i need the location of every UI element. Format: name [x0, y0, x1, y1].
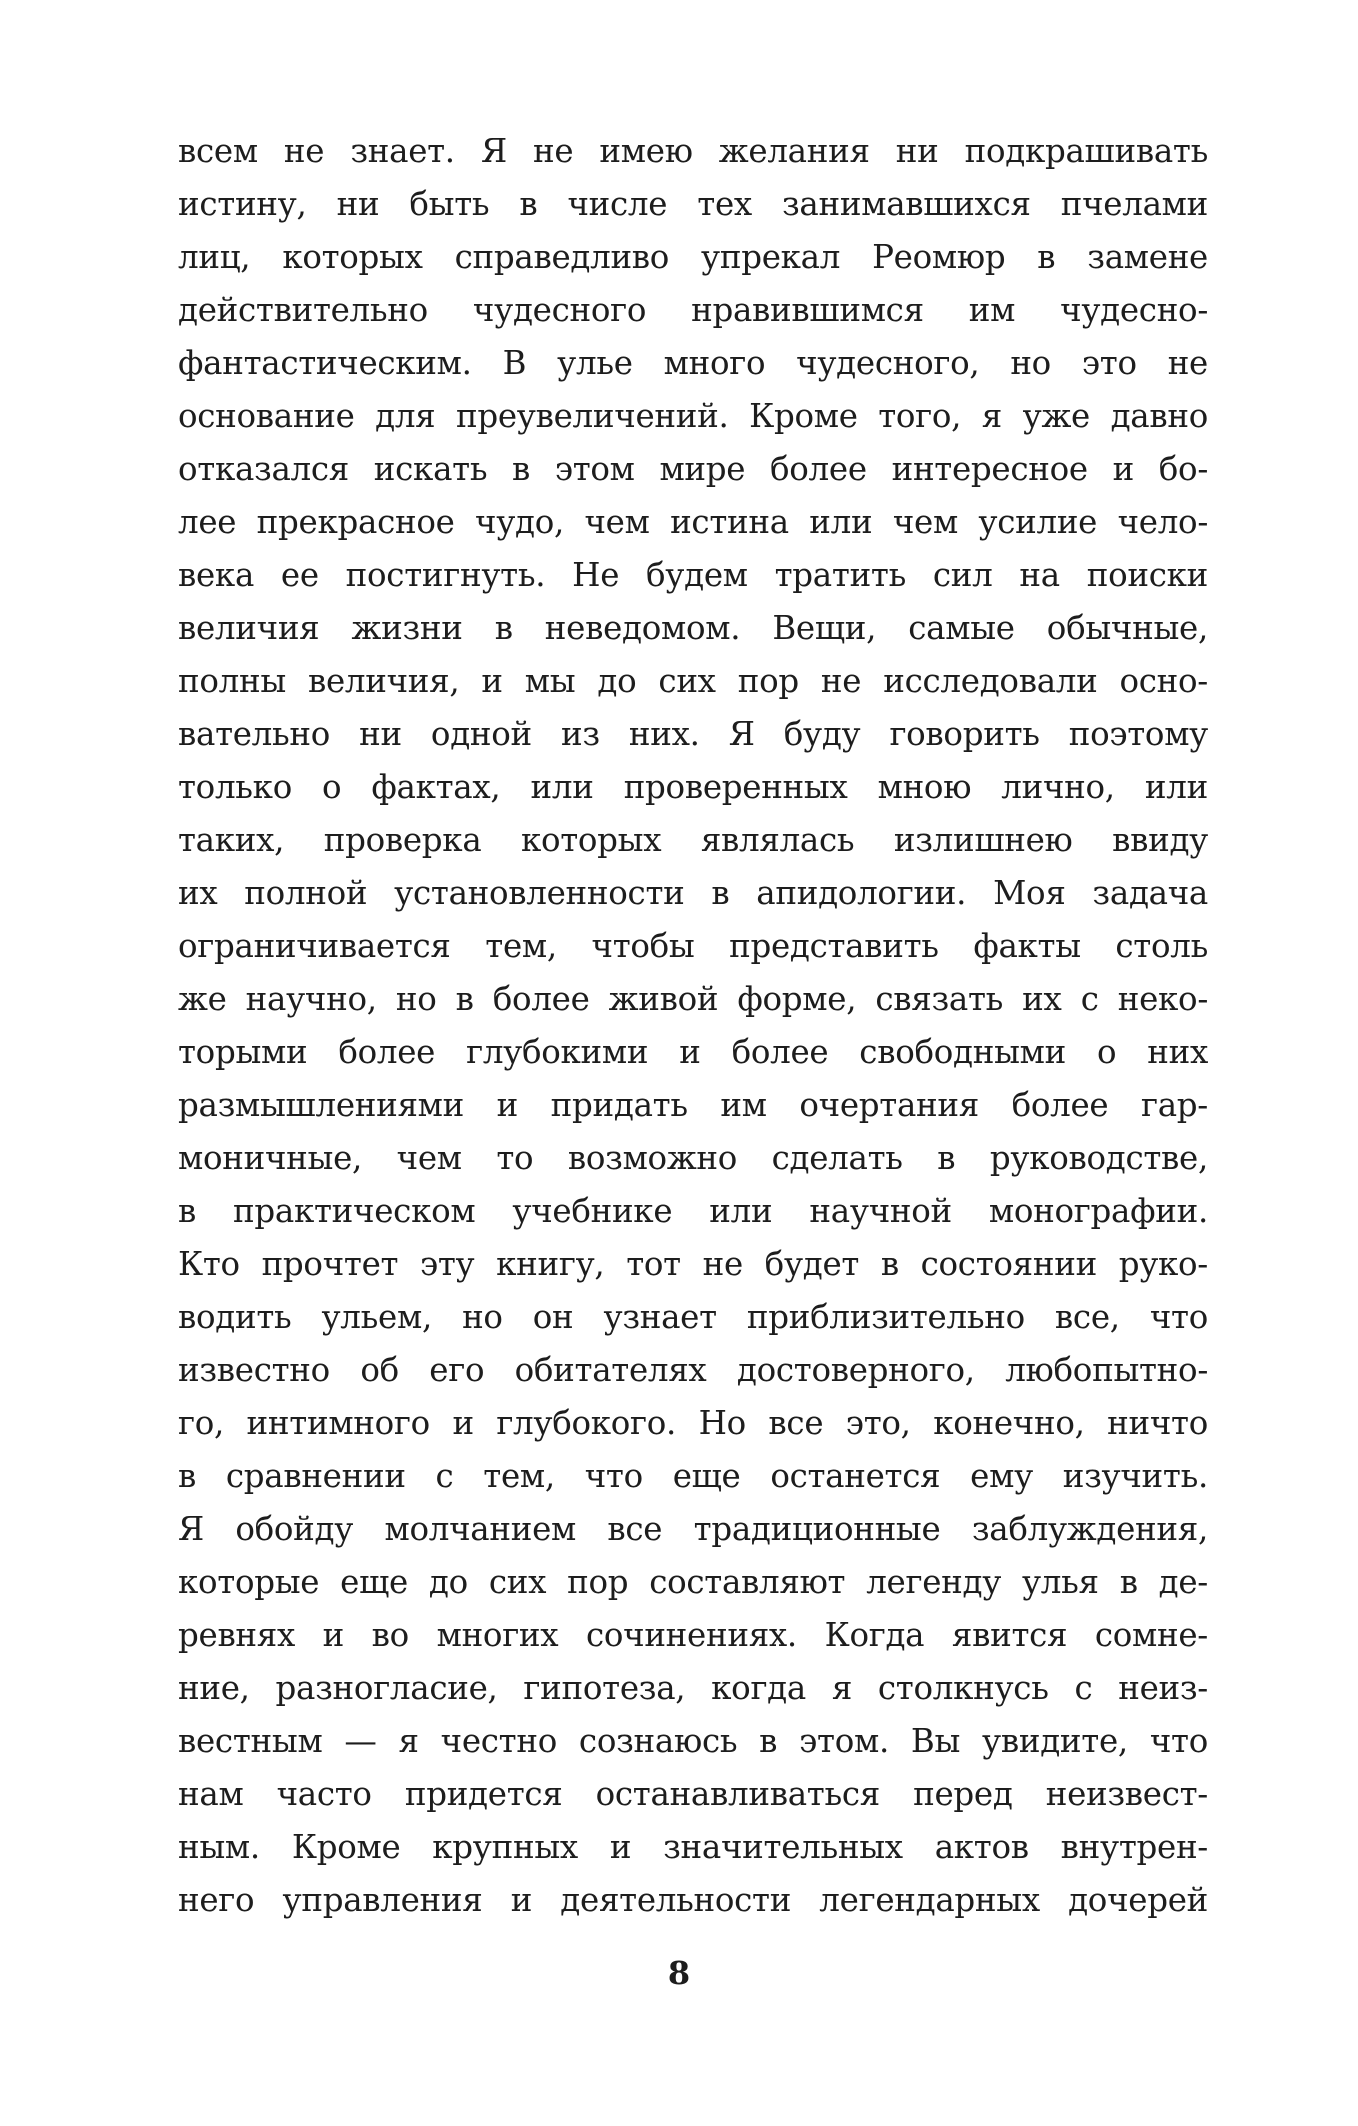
text-line: их полной установленности в апидологии. Моя задача [178, 874, 1208, 912]
text-line: водить ульем, но он узнает приблизительно все, что [178, 1298, 1208, 1336]
text-line: лее прекрасное чудо, чем истина или чем усилие чело- [178, 503, 1208, 541]
text-line: вательно ни одной из них. Я буду говорить поэтому [178, 715, 1208, 753]
text-line: Я обойду молчанием все традиционные заблуждения, [178, 1510, 1208, 1548]
text-line: лиц, которых справедливо упрекал Реомюр в замене [178, 238, 1208, 276]
text-line: ние, разногласие, гипотеза, когда я столкнусь с неиз- [178, 1669, 1208, 1707]
text-line: моничные, чем то возможно сделать в руководстве, [178, 1139, 1208, 1177]
text-line: го, интимного и глубокого. Но все это, конечно, ничто [178, 1404, 1208, 1442]
text-line: ревнях и во многих сочинениях. Когда явится сомне- [178, 1616, 1208, 1654]
text-line: истину, ни быть в числе тех занимавшихся пчелами [178, 185, 1208, 223]
text-line: вестным — я честно сознаюсь в этом. Вы увидите, что [178, 1722, 1208, 1760]
body-text [178, 125, 1208, 1927]
text-line: размышлениями и придать им очертания более гар- [178, 1086, 1208, 1124]
text-line: в практическом учебнике или научной монографии. [178, 1192, 1208, 1230]
text-line: только о фактах, или проверенных мною лично, или [178, 768, 1208, 806]
text-line: известно об его обитателях достоверного, любопытно- [178, 1351, 1208, 1389]
text-line: которые еще до сих пор составляют легенду улья в де- [178, 1563, 1208, 1601]
text-line: основание для преувеличений. Кроме того, я уже давно [178, 397, 1208, 435]
text-line: него управления и деятельности легендарных дочерей [178, 1881, 1208, 1919]
text-line: в сравнении с тем, что еще останется ему изучить. [178, 1457, 1208, 1495]
text-line: фантастическим. В улье много чудесного, но это не [178, 344, 1208, 382]
text-line: таких, проверка которых являлась излишнею ввиду [178, 821, 1208, 859]
text-line: действительно чудесного нравившимся им чудесно- [178, 291, 1208, 329]
text-line: всем не знает. Я не имею желания ни подкрашивать [178, 132, 1208, 170]
text-line: нам часто придется останавливаться перед неизвест- [178, 1775, 1208, 1813]
text-line: Кто прочтет эту книгу, тот не будет в состоянии руко- [178, 1245, 1208, 1283]
text-line: ным. Кроме крупных и значительных актов внутрен- [178, 1828, 1208, 1866]
text-line: века ее постигнуть. Не будем тратить сил на поиски [178, 556, 1208, 594]
text-line: отказался искать в этом мире более интересное и бо- [178, 450, 1208, 488]
text-line: торыми более глубокими и более свободными о них [178, 1033, 1208, 1071]
text-line: величия жизни в неведомом. Вещи, самые обычные, [178, 609, 1208, 647]
text-line: полны величия, и мы до сих пор не исследовали осно- [178, 662, 1208, 700]
text-line: же научно, но в более живой форме, связать их с неко- [178, 980, 1208, 1018]
page-number: 8 [667, 1954, 691, 1992]
text-line: ограничивается тем, чтобы представить факты столь [178, 927, 1208, 965]
